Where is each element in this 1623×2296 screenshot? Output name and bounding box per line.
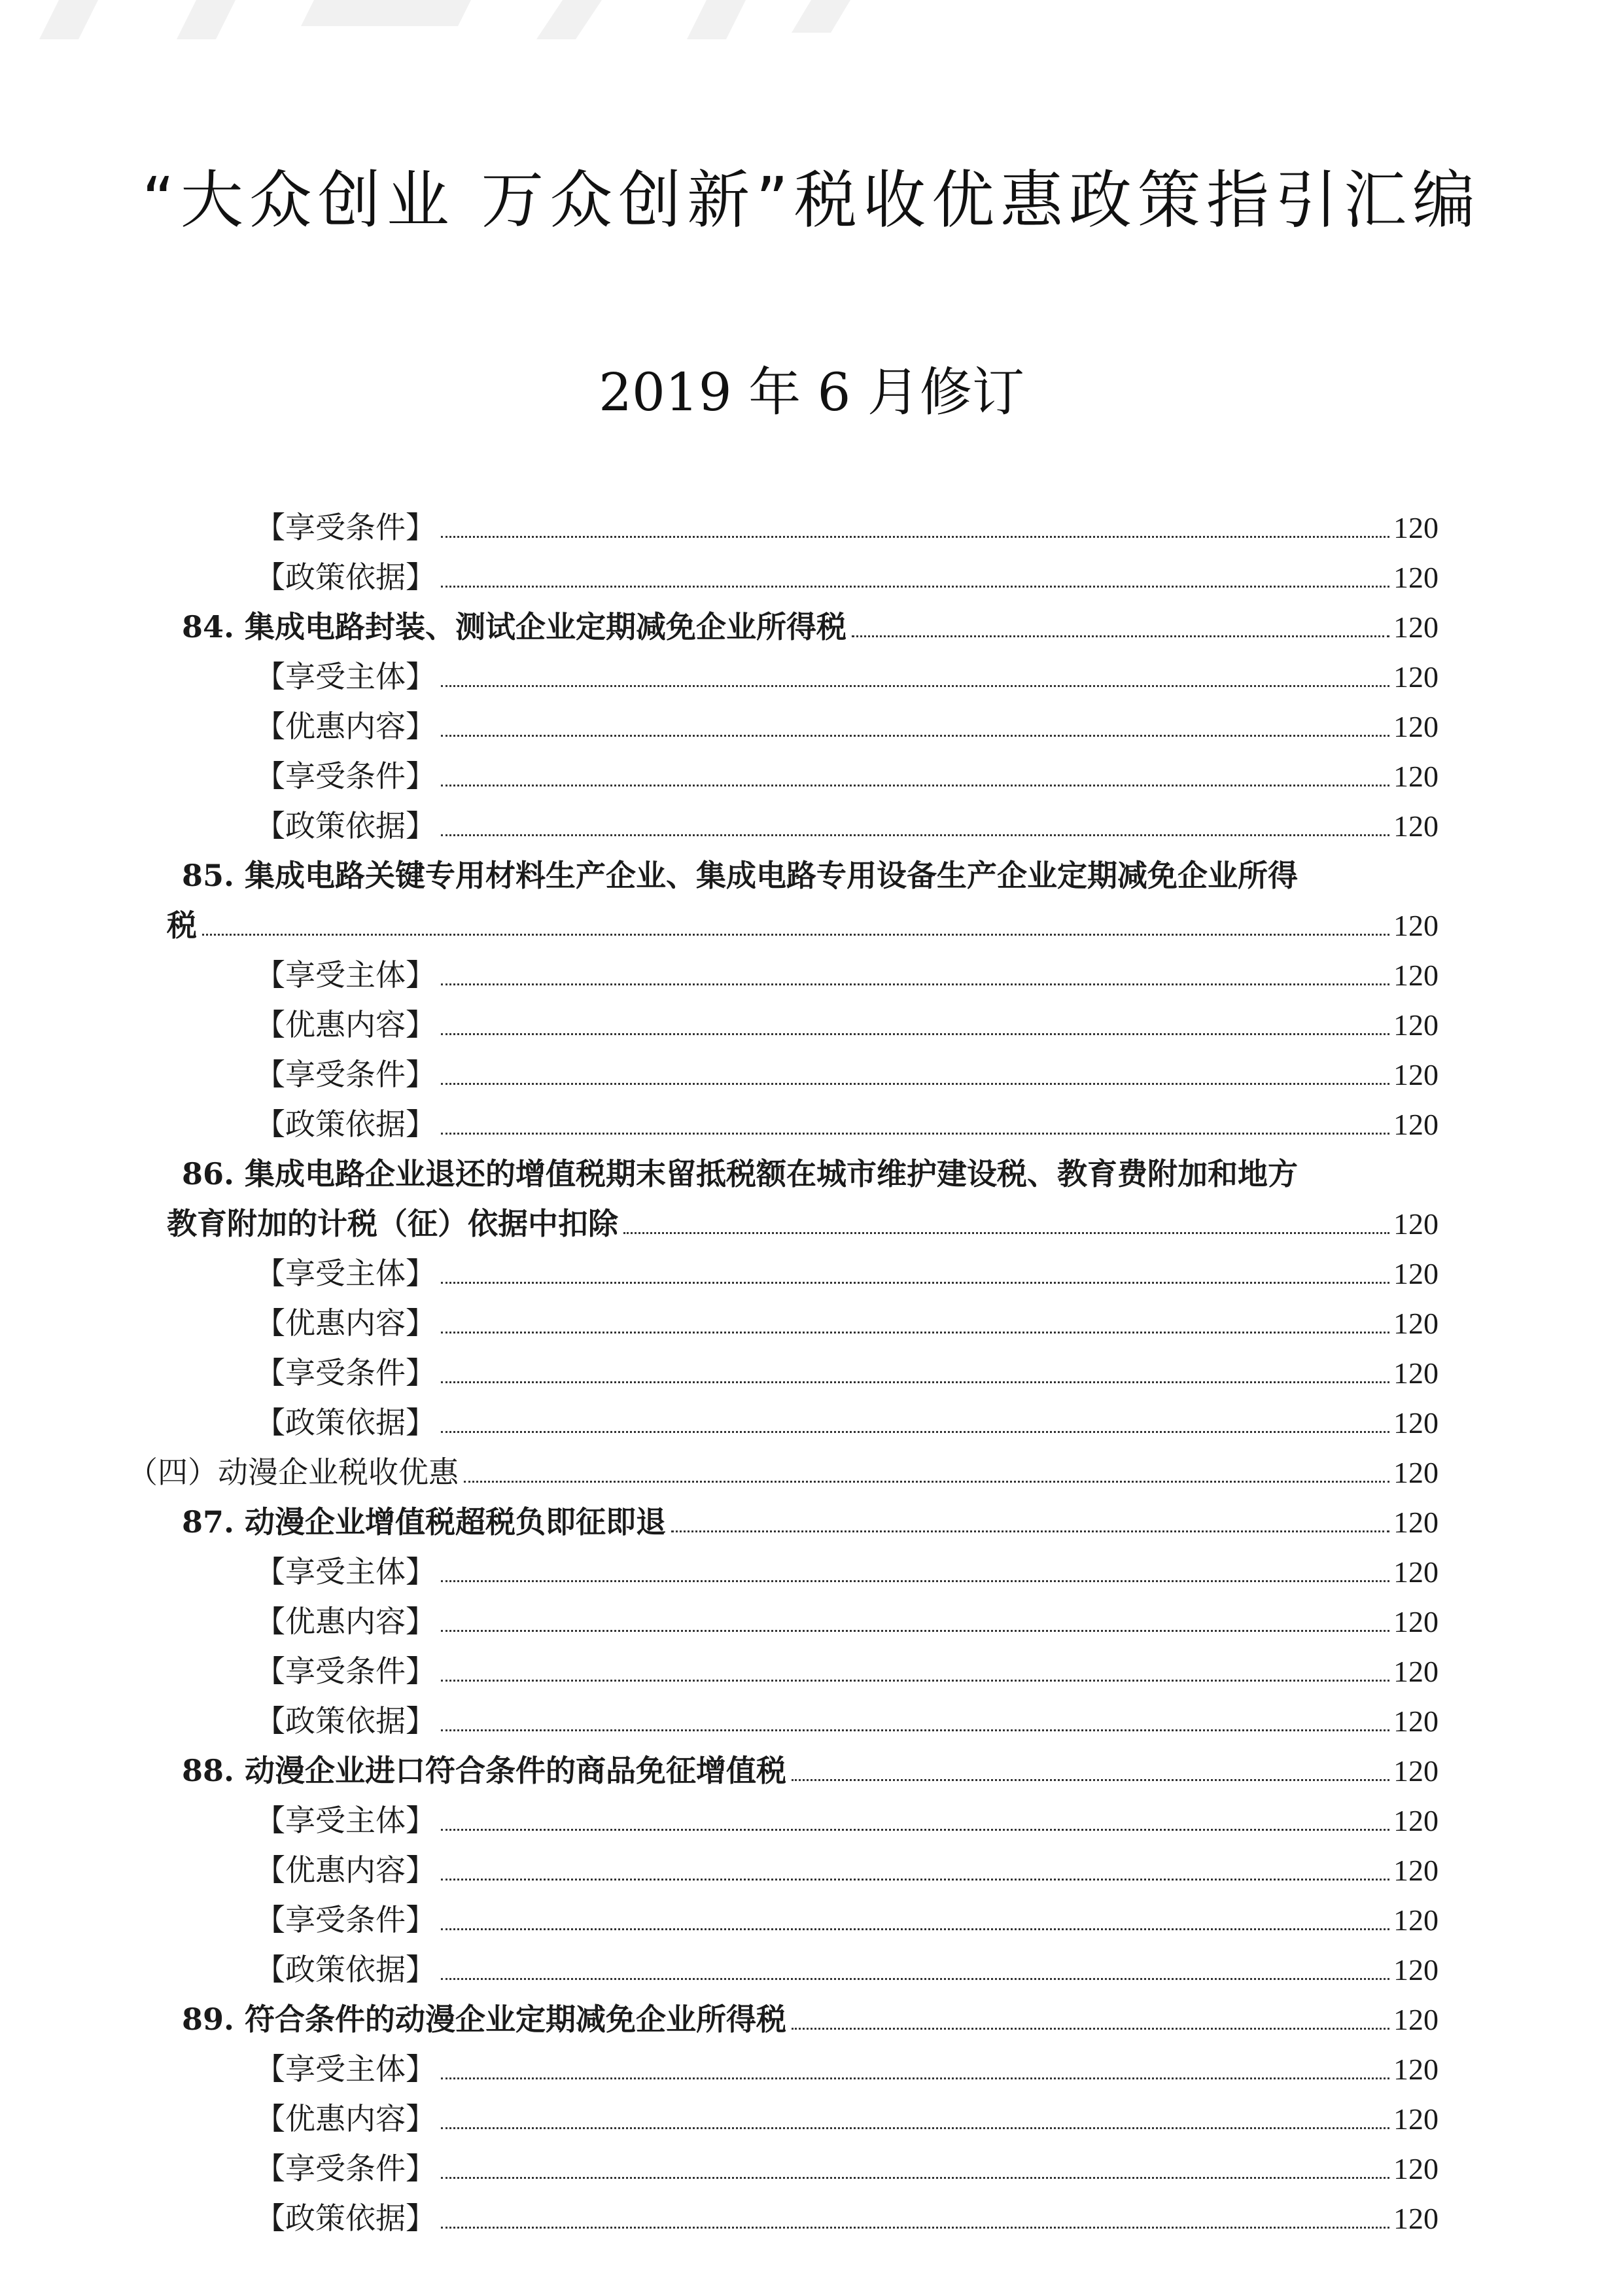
toc-entry-text: 【享受条件】 <box>255 1057 436 1092</box>
toc-item-86[interactable] <box>182 1149 1439 1199</box>
toc-entry-text: 【享受条件】 <box>255 2151 436 2186</box>
toc-entry-text: 【政策依据】 <box>255 808 436 843</box>
dot-leader <box>792 1779 1389 1781</box>
toc-entry-text: 86. 集成电路企业退还的增值税期末留抵税额在城市维护建设税、教育费附加和地方 <box>182 1156 1299 1192</box>
toc-item-84[interactable] <box>182 602 1439 652</box>
toc-entry-text: 【享受条件】 <box>255 758 436 794</box>
toc-entry[interactable] <box>255 2144 1439 2193</box>
toc-entry[interactable] <box>255 1945 1439 1994</box>
toc-page-number: 120 <box>1393 1406 1439 1439</box>
toc-entry-text: 【优惠内容】 <box>255 1852 436 1888</box>
toc-item-85[interactable] <box>182 851 1439 900</box>
toc-page-number: 120 <box>1393 2152 1439 2185</box>
toc-page-number: 120 <box>1393 1754 1439 1788</box>
toc-entry-text: 【政策依据】 <box>255 1703 436 1739</box>
dot-leader <box>441 1580 1389 1582</box>
dot-leader <box>441 1879 1389 1881</box>
toc-entry-text: 87. 动漫企业增值税超税负即征即退 <box>182 1504 667 1540</box>
toc-page-number: 120 <box>1393 2003 1439 2036</box>
dot-leader <box>441 1431 1389 1433</box>
toc-page-number: 120 <box>1393 1605 1439 1638</box>
toc-item-89[interactable] <box>182 1994 1439 2044</box>
toc-entry-text: 【享受主体】 <box>255 1803 436 1838</box>
toc-entry-text: 【政策依据】 <box>255 1952 436 1987</box>
toc-page-number: 120 <box>1393 1903 1439 1937</box>
dot-leader <box>441 1133 1389 1135</box>
dot-leader <box>464 1481 1389 1483</box>
toc-entry-text: 【享受条件】 <box>255 1653 436 1689</box>
toc-entry-text: 【享受条件】 <box>255 1902 436 1937</box>
toc-entry-text: 89. 符合条件的动漫企业定期减免企业所得税 <box>182 2002 787 2037</box>
toc-page-number: 120 <box>1393 1356 1439 1390</box>
toc-page-number: 120 <box>1393 1307 1439 1340</box>
toc-entry-text: （四）动漫企业税收优惠 <box>128 1455 459 1490</box>
toc-entry-text: 【享受条件】 <box>255 1355 436 1390</box>
dot-leader <box>441 2177 1389 2179</box>
toc-entry[interactable] <box>255 1099 1439 1149</box>
dot-leader <box>441 1033 1389 1035</box>
toc-entry-text: 【优惠内容】 <box>255 709 436 744</box>
toc-entry[interactable] <box>255 1248 1439 1298</box>
toc-page-number: 120 <box>1393 1506 1439 1539</box>
toc-entry[interactable] <box>255 1348 1439 1398</box>
toc-page-number: 120 <box>1393 959 1439 992</box>
toc-page-number: 120 <box>1393 809 1439 843</box>
toc-entry-text: 【享受主体】 <box>255 1554 436 1589</box>
dot-leader <box>852 635 1389 637</box>
toc-entry-text: 【优惠内容】 <box>255 2101 436 2136</box>
toc-entry-text: 【优惠内容】 <box>255 1007 436 1042</box>
dot-leader <box>441 1083 1389 1085</box>
toc-entry-text: 【享受主体】 <box>255 2051 436 2087</box>
dot-leader <box>441 1282 1389 1284</box>
toc-entry[interactable] <box>255 652 1439 701</box>
toc-page-number: 120 <box>1393 1655 1439 1688</box>
toc-entry[interactable] <box>255 801 1439 851</box>
toc-page-number: 120 <box>1393 1456 1439 1489</box>
toc-entry[interactable] <box>255 1845 1439 1895</box>
dot-leader <box>202 934 1389 936</box>
toc-entry-text: 【享受主体】 <box>255 659 436 694</box>
toc-page-number: 120 <box>1393 1555 1439 1589</box>
toc-entry[interactable] <box>255 751 1439 801</box>
toc-page-number: 120 <box>1393 710 1439 743</box>
toc-page-number: 120 <box>1393 1008 1439 1042</box>
toc-page-number: 120 <box>1393 561 1439 594</box>
toc-page-number: 120 <box>1393 2102 1439 2136</box>
toc-page-number: 120 <box>1393 511 1439 544</box>
toc-item-85-continuation[interactable] <box>167 900 1439 950</box>
toc-item-87[interactable] <box>182 1497 1439 1547</box>
document-title: “大众创业 万众创新”税收优惠政策指引汇编 <box>142 164 1481 237</box>
toc-page-number: 120 <box>1393 2053 1439 2086</box>
toc-item-88[interactable] <box>182 1746 1439 1795</box>
toc-entry-text: 88. 动漫企业进口符合条件的商品免征增值税 <box>182 1753 787 1788</box>
toc-entry[interactable] <box>255 2193 1439 2243</box>
toc-page-number: 120 <box>1393 660 1439 694</box>
toc-page-number: 120 <box>1393 610 1439 644</box>
toc-page-number: 120 <box>1393 760 1439 793</box>
dot-leader <box>441 1729 1389 1731</box>
toc-page-number: 120 <box>1393 1804 1439 1837</box>
document-subtitle: 2019 年 6 月修订 <box>599 362 1024 423</box>
toc-page-number: 120 <box>1393 1704 1439 1738</box>
toc-entry[interactable] <box>255 1000 1439 1050</box>
dot-leader <box>441 2127 1389 2129</box>
dot-leader <box>441 735 1389 737</box>
toc-entry-text: 【政策依据】 <box>255 2200 436 2236</box>
toc-page-number: 120 <box>1393 1953 1439 1987</box>
dot-leader <box>441 1680 1389 1682</box>
toc-entry-text-continued: 教育附加的计税（征）依据中扣除 <box>167 1206 618 1241</box>
toc-entry[interactable] <box>255 503 1439 552</box>
toc-entry-text-continued: 税 <box>167 908 197 943</box>
toc-entry-text: 【政策依据】 <box>255 1405 436 1440</box>
toc-entry-text: 【优惠内容】 <box>255 1305 436 1341</box>
dot-leader <box>671 1530 1389 1532</box>
dot-leader <box>441 536 1389 538</box>
toc-page-number: 120 <box>1393 1854 1439 1887</box>
toc-page-number: 120 <box>1393 909 1439 942</box>
dot-leader <box>441 983 1389 985</box>
dot-leader <box>441 1928 1389 1930</box>
toc-entry[interactable] <box>255 1895 1439 1945</box>
toc-page-number: 120 <box>1393 1058 1439 1091</box>
dot-leader <box>441 834 1389 836</box>
dot-leader <box>441 2077 1389 2079</box>
toc-entry[interactable] <box>255 1696 1439 1746</box>
dot-leader <box>441 1630 1389 1632</box>
dot-leader <box>441 1978 1389 1980</box>
toc-entry[interactable] <box>255 2094 1439 2144</box>
toc-category-animation[interactable] <box>128 1447 1439 1497</box>
toc-entry-text: 【优惠内容】 <box>255 1604 436 1639</box>
dot-leader <box>441 2227 1389 2229</box>
dot-leader <box>441 1332 1389 1333</box>
toc-entry-text: 【享受主体】 <box>255 1256 436 1291</box>
toc-page-number: 120 <box>1393 1207 1439 1241</box>
dot-leader <box>441 685 1389 687</box>
toc-page-number: 120 <box>1393 1257 1439 1290</box>
toc-entry[interactable] <box>255 1597 1439 1646</box>
dot-leader <box>441 586 1389 588</box>
toc-entry[interactable] <box>255 1398 1439 1447</box>
toc-entry-text: 85. 集成电路关键专用材料生产企业、集成电路专用设备生产企业定期减免企业所得 <box>182 858 1299 893</box>
toc-page-number: 120 <box>1393 1108 1439 1141</box>
dot-leader <box>441 785 1389 786</box>
toc-entry-text: 【政策依据】 <box>255 1106 436 1142</box>
toc-entry[interactable] <box>255 1795 1439 1845</box>
toc-entry[interactable] <box>255 2044 1439 2094</box>
toc-page-number: 120 <box>1393 2202 1439 2235</box>
dot-leader <box>441 1829 1389 1831</box>
toc-entry[interactable] <box>255 701 1439 751</box>
toc-entry[interactable] <box>255 1050 1439 1099</box>
toc-entry-text: 【享受条件】 <box>255 510 436 545</box>
toc-entry-text: 【享受主体】 <box>255 957 436 993</box>
toc-entry[interactable] <box>255 1547 1439 1597</box>
toc-entry-text: 【政策依据】 <box>255 559 436 595</box>
toc-item-86-continuation[interactable] <box>167 1199 1439 1248</box>
dot-leader <box>623 1232 1389 1234</box>
toc-entry-text: 84. 集成电路封装、测试企业定期减免企业所得税 <box>182 609 847 645</box>
toc-entry[interactable] <box>255 950 1439 1000</box>
toc-entry[interactable] <box>255 1646 1439 1696</box>
toc-entry[interactable] <box>255 552 1439 602</box>
dot-leader <box>441 1381 1389 1383</box>
watermark-fragment <box>0 0 1623 39</box>
dot-leader <box>792 2028 1389 2030</box>
toc-entry[interactable] <box>255 1298 1439 1348</box>
